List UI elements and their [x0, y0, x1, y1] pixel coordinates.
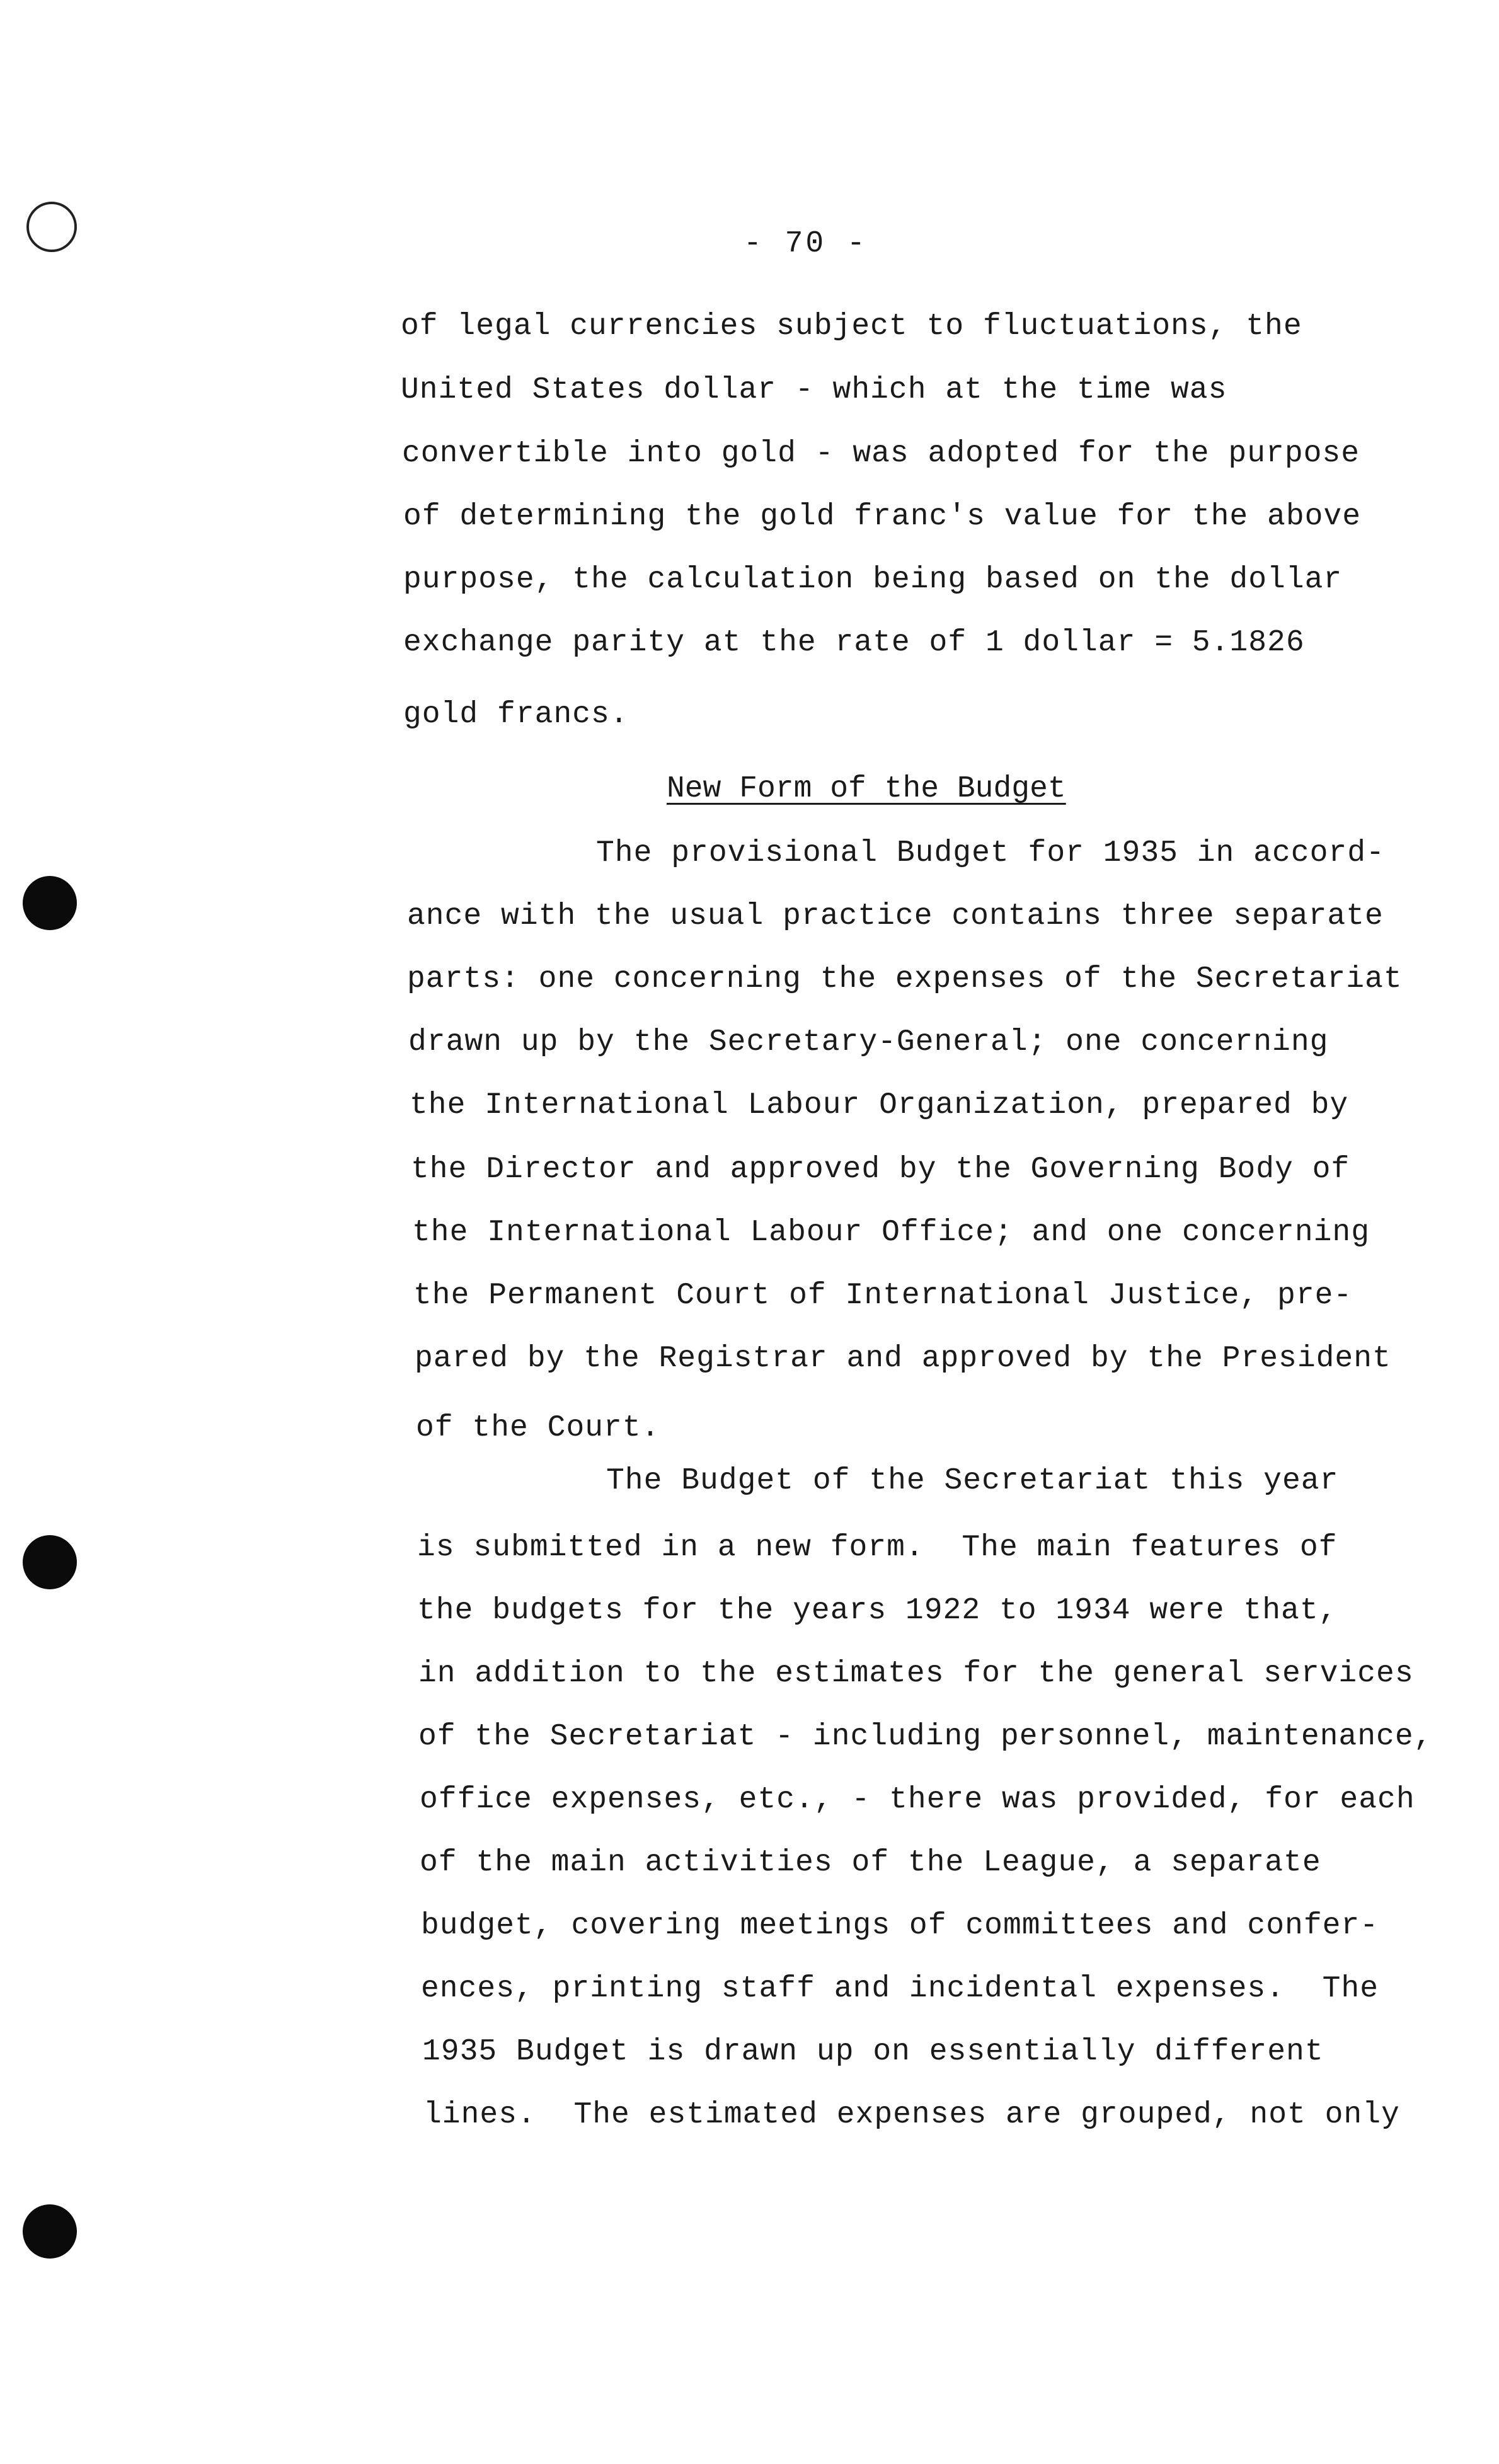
page-number: - 70 - — [744, 227, 868, 261]
text-line: of the Secretariat - including personnel, maintenance, — [418, 1720, 1433, 1754]
text-line: United States dollar - which at the time was — [401, 373, 1227, 407]
text-line: the Director and approved by the Governing Body of — [411, 1153, 1350, 1187]
text-line: in addition to the estimates for the general services — [418, 1657, 1414, 1691]
text-line: of determining the gold franc's value for the above — [403, 500, 1362, 534]
text-line: of the Court. — [416, 1411, 660, 1445]
text-line: is submitted in a new form. The main features of — [417, 1531, 1338, 1565]
text-line: purpose, the calculation being based on the dollar — [403, 563, 1343, 597]
text-line: 1935 Budget is drawn up on essentially different — [422, 2035, 1324, 2069]
text-line: drawn up by the Secretary-General; one concerning — [408, 1025, 1329, 1059]
text-line: office expenses, etc., - there was provided, for each — [420, 1783, 1415, 1817]
text-line: the Permanent Court of International Justice, pre- — [413, 1279, 1353, 1313]
punch-hole-icon — [23, 1535, 77, 1589]
punch-hole-icon — [23, 2204, 77, 2259]
text-line: ences, printing staff and incidental expenses. The — [421, 1972, 1379, 2006]
text-line: The Budget of the Secretariat this year — [606, 1464, 1339, 1498]
text-line: the International Labour Office; and one concerning — [412, 1216, 1370, 1250]
punch-hole-open-icon — [26, 202, 77, 252]
text-line: budget, covering meetings of committees and confer- — [421, 1909, 1379, 1943]
section-heading: New Form of the Budget — [667, 772, 1066, 806]
punch-hole-icon — [23, 876, 77, 930]
text-line: of the main activities of the League, a separate — [420, 1846, 1321, 1880]
text-line: exchange parity at the rate of 1 dollar = 5.1826 — [403, 626, 1305, 660]
text-line: The provisional Budget for 1935 in accord- — [596, 836, 1385, 870]
text-line: gold francs. — [403, 698, 629, 732]
text-line: of legal currencies subject to fluctuations, the — [401, 309, 1302, 343]
text-line: ance with the usual practice contains three separate — [407, 899, 1384, 933]
text-line: parts: one concerning the expenses of the Secretariat — [407, 962, 1403, 996]
text-line: the International Labour Organization, prepared by — [410, 1088, 1349, 1122]
text-line: lines. The estimated expenses are grouped, not only — [423, 2098, 1400, 2132]
text-line: pared by the Registrar and approved by the President — [415, 1342, 1391, 1376]
text-line: the budgets for the years 1922 to 1934 were that, — [417, 1594, 1338, 1628]
text-line: convertible into gold - was adopted for the purpose — [402, 437, 1360, 471]
